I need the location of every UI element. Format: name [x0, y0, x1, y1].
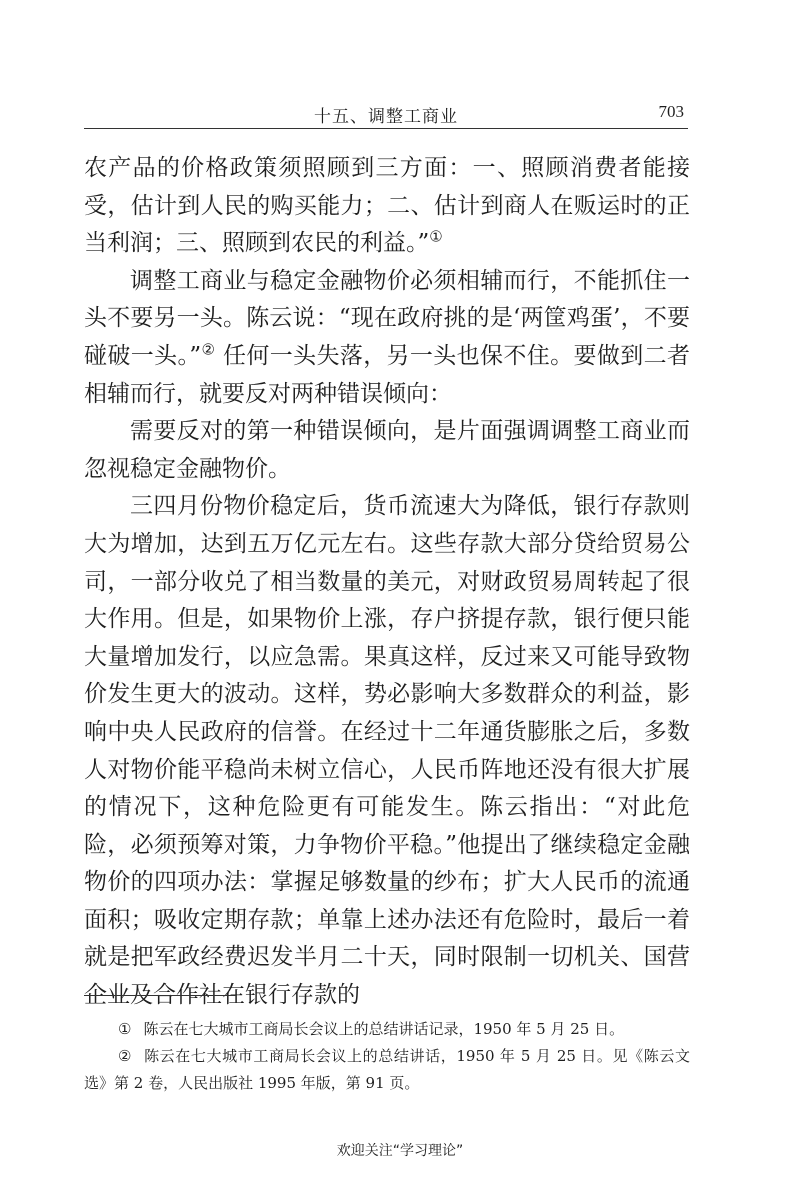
footnotes: [84, 1016, 690, 1097]
paragraph-4: 三四月份物价稳定后，货币流速大为降低，银行存款则大为增加，达到五万亿元左右。这些存款大部分贷给贸易公司，一部分收兑了相当数量的美元，对财政贸易周转起了很大作用。但是，如果物价上涨，存户挤提存款，银行便只能大量增加发行，以应急需。果真这样，反过来又可能导致物价发生更大的波动。这样，势必影响大多数群众的利益，影响中央人民政府的信誉。在经过十二年通货膨胀之后，多数人对物价能平稳尚未树立信心，人民币阵地还没有很大扩展的情况下，这种危险更有可能发生。陈云指出：“对此危险，必须预筹对策，力争物价平稳。”他提出了继续稳定金融物价的四项办法：掌握足够数量的纱布；扩大人民币的流通面积；吸收定期存款；单靠上述办法还有危险时，最后一着就是把军政经费迟发半月二十天，同时限制一切机关、国营企业及合作社在银行存款的: [84, 493, 690, 1009]
page-number: 703: [658, 102, 684, 121]
paragraph-2: [84, 263, 690, 413]
paragraph-1: [84, 150, 690, 263]
paragraph-1-text: 农产品的价格政策须照顾到三方面：一、照顾消费者能接受，估计到人民的购买能力；二、估计到商人在贩运时的正当利润；三、照顾到农民的利益。”: [84, 155, 690, 257]
paragraph-3: 需要反对的第一种错误倾向，是片面强调调整工商业而忽视稳定金融物价。: [84, 418, 690, 482]
footnote-1-text: 陈云在七大城市工商局长会议上的总结讲话记录，1950 年 5 月 25 日。: [143, 1020, 625, 1038]
footnote-ref-2[interactable]: ②: [201, 340, 216, 359]
footnote-2-text: 陈云在七大城市工商局长会议上的总结讲话，1950 年 5 月 25 日。见《陈云文选》第 2 卷，人民出版社 1995 年版，第 91 页。: [84, 1047, 690, 1092]
paragraph-2-tail: 任何一头失落，另一头也保不住。要做到二者相辅而行，就要反对两种错误倾向：: [84, 342, 690, 407]
running-title: 十五、调整工商业: [314, 107, 458, 127]
footnote-1-marker: ①: [118, 1020, 132, 1038]
footnote-ref-1[interactable]: ①: [429, 227, 443, 246]
footnote-divider: [84, 995, 236, 996]
footnote-1: [84, 1016, 690, 1043]
page-footer: 欢迎关注“学习理论”: [336, 1143, 464, 1159]
body-text: [84, 150, 690, 1015]
footnote-2-marker: ②: [118, 1047, 133, 1065]
page-header: [84, 96, 688, 129]
footnote-2: [84, 1043, 690, 1097]
paragraph-2-text: 调整工商业与稳定金融物价必须相辅而行，不能抓住一头不要另一头。陈云说：“现在政府挑的是‘两筐鸡蛋’，不要碰破一头。”: [84, 267, 690, 369]
